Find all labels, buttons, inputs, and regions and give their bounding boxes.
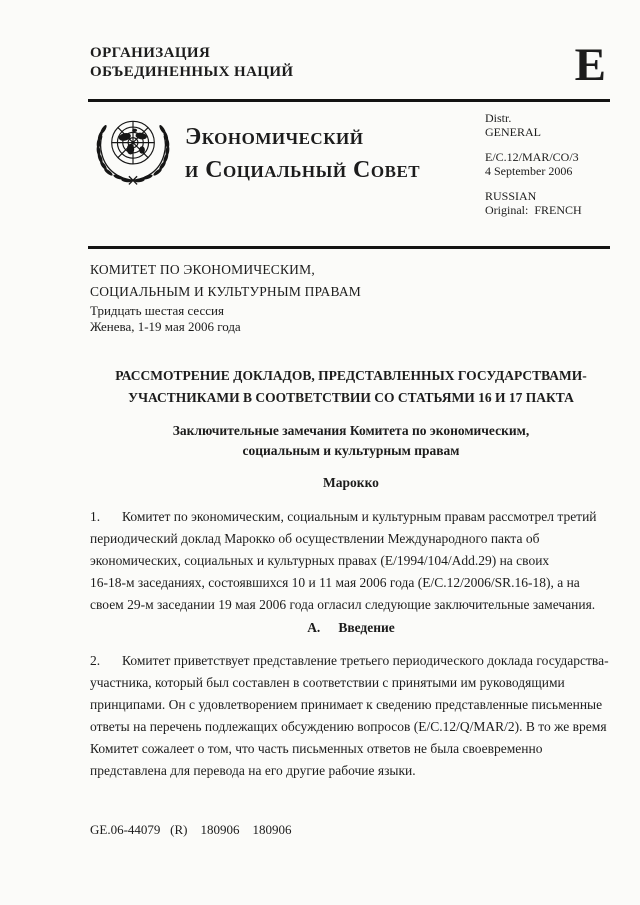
doc-language: RUSSIAN [485, 189, 537, 203]
document-subtitle [90, 421, 612, 461]
footer-reference: GE.06-44079 (R) 180906 180906 [90, 822, 292, 837]
country-heading: Марокко [323, 475, 379, 490]
paragraph-2-line: участника, который был составлен в соответствии с принятыми им руководящими [90, 675, 565, 690]
doc-date: 4 September 2006 [485, 164, 573, 178]
section-a-heading [90, 617, 612, 639]
un-emblem-icon [92, 113, 174, 192]
document-subtitle-line2: социальным и культурным правам [242, 443, 460, 458]
org-name-line1: ОРГАНИЗАЦИЯ [90, 45, 211, 61]
paragraph-2-number: 2. [90, 653, 101, 668]
header-rule-bottom [88, 246, 610, 249]
org-name [90, 44, 294, 82]
org-name-line2: ОБЪЕДИНЕННЫХ НАЦИЙ [90, 64, 294, 80]
distr-value: GENERAL [485, 125, 541, 139]
paragraph-2-line: представлена для перевода на его другие рабочие языки. [90, 763, 416, 778]
paragraph-1-number: 1. [90, 509, 101, 524]
doc-symbol: E/C.12/MAR/CO/3 [485, 150, 579, 164]
session-line: Тридцать шестая сессия [90, 303, 224, 318]
paragraph-1 [90, 506, 616, 616]
document-title-line1: РАССМОТРЕНИЕ ДОКЛАДОВ, ПРЕДСТАВЛЕННЫХ ГОСУДАРСТВАМИ- [115, 368, 587, 383]
doc-info-block [485, 111, 582, 217]
paragraph-1-line: экономических, социальных и культурных правах (E/1994/104/Add.29) на своих [90, 553, 550, 568]
council-name [185, 121, 420, 187]
document-title-line2: УЧАСТНИКАМИ В СООТВЕТСТВИИ СО СТАТЬЯМИ 16 И 17 ПАКТА [128, 390, 574, 405]
paragraph-2 [90, 650, 616, 782]
doc-original-language: Original: FRENCH [485, 203, 582, 217]
document-title [90, 365, 612, 409]
paragraph-1-line: 16-18-м заседаниях, состоявшихся 10 и 11 мая 2006 года (E/C.12/2006/SR.16-18), а на [90, 575, 580, 590]
document-subtitle-line1: Заключительные замечания Комитета по экономическим, [172, 423, 530, 438]
paragraph-1-line: 1. Комитет по экономическим, социальным и культурным правам рассмотрел третий [90, 506, 616, 528]
committee-name-line1: КОМИТЕТ ПО ЭКОНОМИЧЕСКИМ, [90, 262, 315, 277]
paragraph-1-line: своем 29-м заседании 19 мая 2006 года огласил следующие заключительные замечания. [90, 597, 596, 612]
paragraph-2-line: 2. Комитет приветствует представление третьего периодического доклада государства- [90, 650, 616, 672]
paragraph-2-line: ответы на перечень подлежащих обсуждению вопросов (E/C.12/Q/MAR/2). В то же время [90, 719, 607, 734]
section-a-label: А. [307, 620, 321, 635]
distr-label: Distr. [485, 111, 512, 125]
doc-series-letter: E [574, 39, 606, 91]
committee-block [90, 259, 361, 335]
council-name-line1: Экономический [185, 124, 364, 150]
committee-name-line2: СОЦИАЛЬНЫМ И КУЛЬТУРНЫМ ПРАВАМ [90, 284, 361, 299]
location-dates-line: Женева, 1-19 мая 2006 года [90, 319, 241, 334]
paragraph-2-line: Комитет сожалеет о том, что часть письменных ответов не была своевременно [90, 741, 543, 756]
council-name-line2: и Социальный Совет [185, 157, 421, 183]
header-rule-top [88, 99, 610, 102]
section-a-title: Введение [338, 620, 395, 635]
paragraph-1-line: периодический доклад Марокко об осуществлении Международного пакта об [90, 531, 540, 546]
paragraph-2-line: принципами. Он с удовлетворением принимает к сведению представленные письменные [90, 697, 603, 712]
